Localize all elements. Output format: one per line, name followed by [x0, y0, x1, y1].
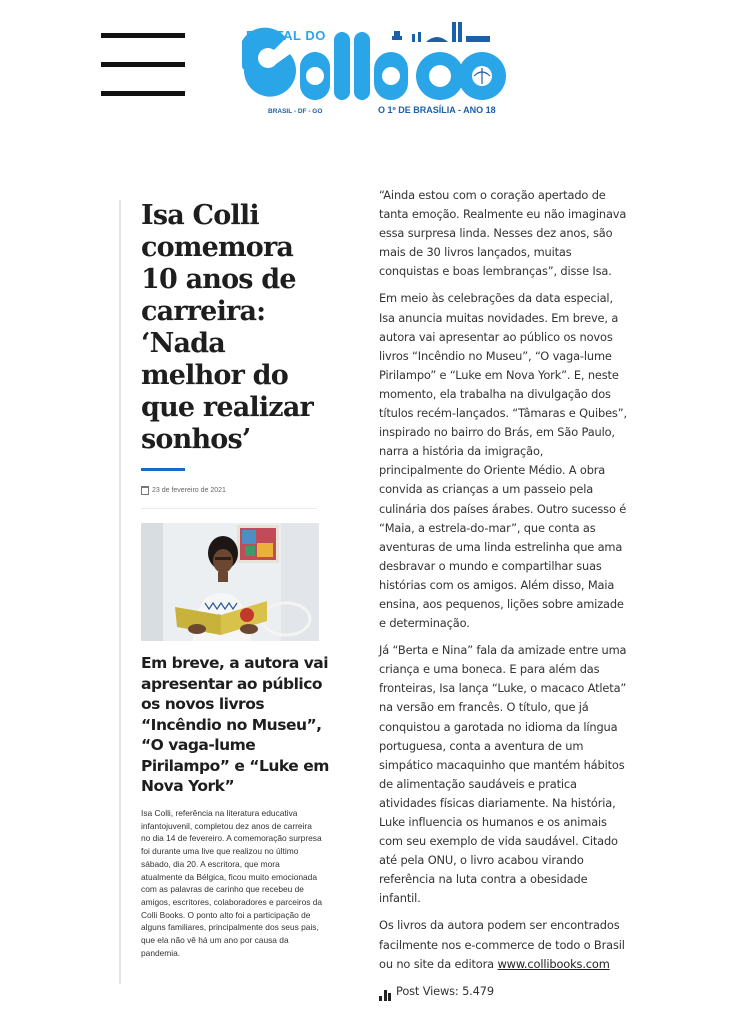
body-paragraph-closing	[379, 916, 629, 973]
logo-top-text: PORTAL DO	[246, 28, 326, 43]
logo-region-text: BRASIL - DF - GO	[268, 108, 323, 115]
logo-tagline: O 1º DE BRASÍLIA - ANO 18	[378, 105, 496, 115]
closing-text: Os livros da autora podem ser encontrados facilmente nos e-commerce de todo o Brasil ou no site da editora	[379, 918, 625, 971]
article-intro-text: Isa Colli, referência na literatura educativa infantojuvenil, completou dez anos de carreira no dia 14 de fevereiro. A comemoração surpresa foi durante uma live que realizou no último sábado, dia 20. A escritora, que mora atualmente da Bélgica, ficou muito emocionada com as palavras de carinho que recebeu de amigos, escritores, colaboradores e parceiros da Colli Books. O ponto alto foi a participação de alguns familiares, principalmente dos seus pais, que ela não vê há um ano por causa da pandemia.	[141, 808, 323, 958]
publisher-link[interactable]: www.collibooks.com	[497, 956, 610, 971]
body-paragraph: Já “Berta e Nina” fala da amizade entre uma criança e uma boneca. E para além das fronteiras, Isa lança “Luke, o macaco Atleta” na versão em francês. O título, que já conquistou a garotada no idioma da língua portuguesa, conta a aventura de um simpático macaquinho que mantém hábitos de alimentação saudáveis e pratica atividades físicas diariamente. Na história, Luke influencia os humanos e os animais com seu exemplo de vida saudável. Citado até pela ONU, o livro acabou virando referência na luta contra a obesidade infantil.	[379, 643, 627, 906]
article-subheadline: Em breve, a autora vai apresentar ao público os novos livros “Incêndio no Museu”, “O vaga-lume Pirilampo” e “Luke em Nova York”	[141, 654, 329, 795]
menu-icon[interactable]	[101, 33, 185, 97]
article-body	[379, 186, 629, 1001]
article-headline: Isa Colli comemora 10 anos de carreira: ‘Nada melhor do que realizar sonhos’	[141, 200, 313, 455]
body-paragraph: Em meio às celebrações da data especial, Isa anuncia muitas novidades. Em breve, a autora vai apresentar ao público os novos livros “Incêndio no Museu”, “O vaga-lume Pirilampo” e “Luke em Nova York”. E, neste momento, ela trabalha na divulgação dos títulos recém-lançados. “Tâmaras e Quibes”, inspirado no bairro do Brás, em São Paulo, narra a história da imigração, principalmente do Oriente Médio. A obra convida as crianças a um passeio pela culinária dos países árabes. Outro sucesso é “Maia, a estrela-do-mar”, que conta as aventuras de uma linda estrelinha que ama desbravar o mundo e compartilhar suas histórias com os amigos. Além disso, Maia ensina, aos pequenos, lições sobre amizade e determinação.	[379, 291, 627, 631]
headline-accent-bar	[141, 468, 185, 471]
bar-chart-icon	[379, 990, 391, 1001]
calendar-icon	[141, 486, 149, 495]
body-paragraph: “Ainda estou com o coração apertado de tanta emoção. Realmente eu não imaginava essa surpresa linda. Nesses dez anos, são mais de 30 livros lançados, muitas conquistas e boas lembranças”, disse Isa.	[379, 188, 627, 279]
site-logo[interactable]	[242, 18, 510, 118]
divider	[141, 508, 317, 509]
post-views-text: Post Views: 5.479	[396, 983, 494, 998]
post-date-text: 23 de fevereiro de 2021	[152, 487, 226, 494]
post-date	[141, 486, 226, 495]
article-photo	[141, 523, 319, 641]
article-intro-column	[119, 200, 329, 984]
post-views	[379, 982, 629, 1001]
